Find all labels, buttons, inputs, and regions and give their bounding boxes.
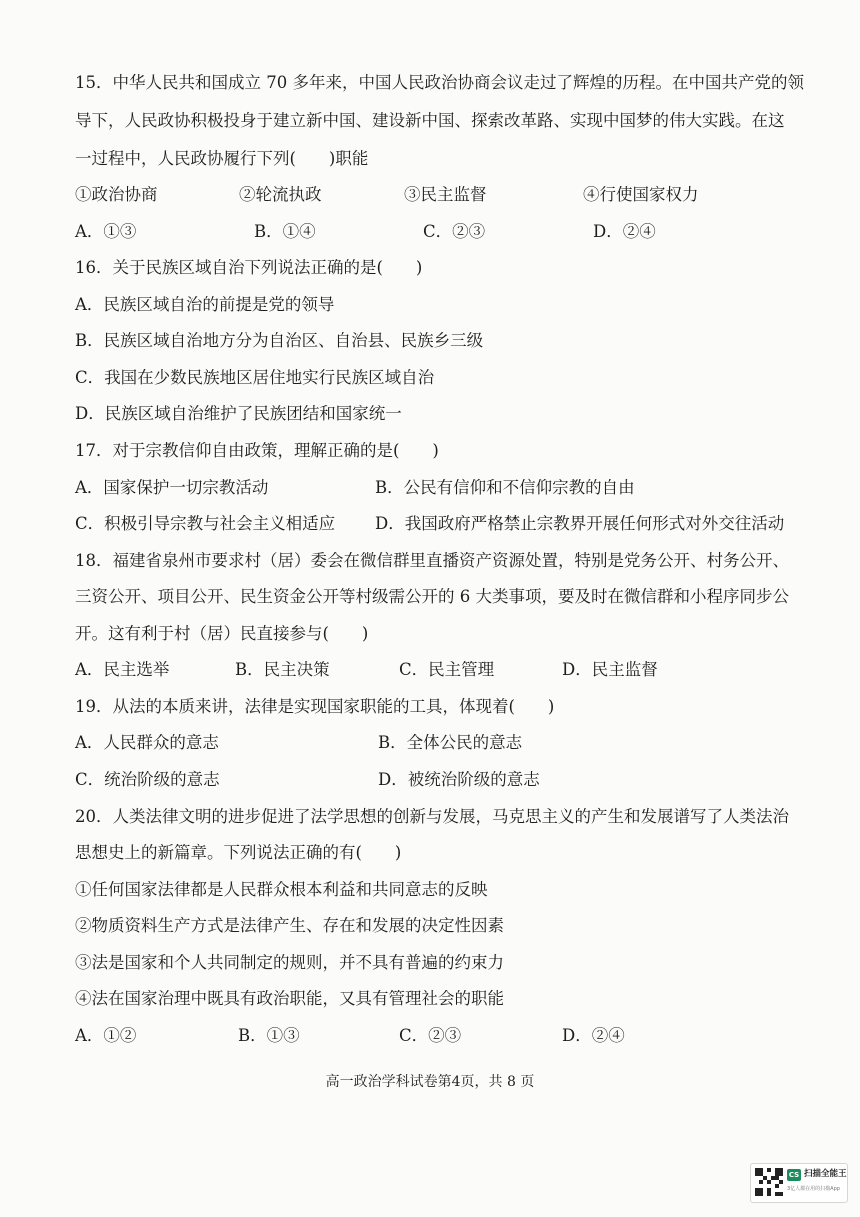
q16-option-c: C．我国在少数民族地区居住地实行民族区域自治 xyxy=(75,368,435,387)
q18-stem-line-2: 三资公开、项目公开、民生资金公开等村级需公开的 6 大类事项，要及时在微信群和小程序同步公 xyxy=(75,587,789,606)
q20-option-b: B．①③ xyxy=(238,1026,300,1045)
q19-options-row-1 xyxy=(75,732,795,754)
q18-option-b: B．民主决策 xyxy=(235,660,330,679)
q20-option-d: D．②④ xyxy=(562,1026,625,1045)
q19-option-c: C．统治阶级的意志 xyxy=(75,770,220,789)
q16-option-b: B．民族区域自治地方分为自治区、自治县、民族乡三级 xyxy=(75,331,484,350)
q20-item-4: ④法在国家治理中既具有政治职能，又具有管理社会的职能 xyxy=(75,989,504,1008)
q20-option-c: C．②③ xyxy=(399,1026,462,1045)
page-footer: 高一政治学科试卷第4页，共 8 页 xyxy=(325,1074,535,1090)
q17-option-a: A．国家保护一切宗教活动 xyxy=(75,478,269,497)
q18-stem-line-3: 开。这有利于村（居）民直接参与( ) xyxy=(75,624,369,643)
q16-stem: 16．关于民族区域自治下列说法正确的是( ) xyxy=(75,258,423,277)
q15-item-3: ③民主监督 xyxy=(404,185,487,204)
q18-option-c: C．民主管理 xyxy=(399,660,495,679)
q16-option-a: A．民族区域自治的前提是党的领导 xyxy=(75,295,335,314)
q20-item-2: ②物质资料生产方式是法律产生、存在和发展的决定性因素 xyxy=(75,916,504,935)
q15-options xyxy=(75,221,795,243)
q17-option-c: C．积极引导宗教与社会主义相适应 xyxy=(75,514,336,533)
q15-option-b: B．①④ xyxy=(254,222,316,241)
q15-stem-line-2: 导下，人民政协积极投身于建立新中国、建设新中国、探索改革路、实现中国梦的伟大实践。在这 xyxy=(75,111,785,130)
q15-item-4: ④行使国家权力 xyxy=(583,185,699,204)
scanner-logo: CS xyxy=(788,1171,800,1179)
q20-option-a: A．①② xyxy=(75,1026,137,1045)
scanner-badge xyxy=(750,1163,848,1203)
q20-stem-line-2: 思想史上的新篇章。下列说法正确的有( ) xyxy=(75,843,402,862)
q19-option-b: B．全体公民的意志 xyxy=(378,733,523,752)
q16-option-d: D．民族区域自治维护了民族团结和国家统一 xyxy=(75,404,402,423)
qr-code-icon xyxy=(755,1168,783,1196)
q20-stem-line-1: 20．人类法律文明的进步促进了法学思想的创新与发展，马克思主义的产生和发展谱写了人类法治 xyxy=(75,807,789,826)
q15-option-d: D．②④ xyxy=(593,222,656,241)
scanner-tagline: 3亿人都在用的扫描App xyxy=(787,1186,840,1192)
q18-option-a: A．民主选举 xyxy=(75,660,170,679)
q17-option-b: B．公民有信仰和不信仰宗教的自由 xyxy=(375,478,635,497)
q20-item-1: ①任何国家法律都是人民群众根本利益和共同意志的反映 xyxy=(75,880,488,899)
q18-stem-line-1: 18．福建省泉州市要求村（居）委会在微信群里直播资产资源处置，特别是党务公开、村务公开、 xyxy=(75,551,789,570)
q15-option-c: C．②③ xyxy=(423,222,486,241)
q15-items xyxy=(75,184,795,206)
q20-item-3: ③法是国家和个人共同制定的规则，并不具有普遍的约束力 xyxy=(75,953,504,972)
q17-option-d: D．我国政府严格禁止宗教界开展任何形式对外交往活动 xyxy=(375,514,785,533)
q15-item-1: ①政治协商 xyxy=(75,185,158,204)
q19-options-row-2 xyxy=(75,769,795,791)
q19-stem: 19．从法的本质来讲，法律是实现国家职能的工具，体现着( ) xyxy=(75,697,555,716)
q19-option-d: D．被统治阶级的意志 xyxy=(378,770,540,789)
q18-options xyxy=(75,659,795,681)
q17-options-row-1 xyxy=(75,477,795,499)
q19-option-a: A．人民群众的意志 xyxy=(75,733,219,752)
q15-item-2: ②轮流执政 xyxy=(239,185,322,204)
q20-options xyxy=(75,1025,795,1047)
q15-stem-line-1: 15．中华人民共和国成立 70 多年来，中国人民政治协商会议走过了辉煌的历程。在中国共产党的领 xyxy=(75,73,804,92)
q17-stem: 17．对于宗教信仰自由政策，理解正确的是( ) xyxy=(75,441,439,460)
q18-option-d: D．民主监督 xyxy=(562,660,658,679)
q15-stem-line-3: 一过程中，人民政协履行下列( )职能 xyxy=(75,149,369,168)
q15-option-a: A．①③ xyxy=(75,222,137,241)
q17-options-row-2 xyxy=(75,513,795,535)
scanner-brand: 扫描全能王 xyxy=(804,1169,847,1179)
